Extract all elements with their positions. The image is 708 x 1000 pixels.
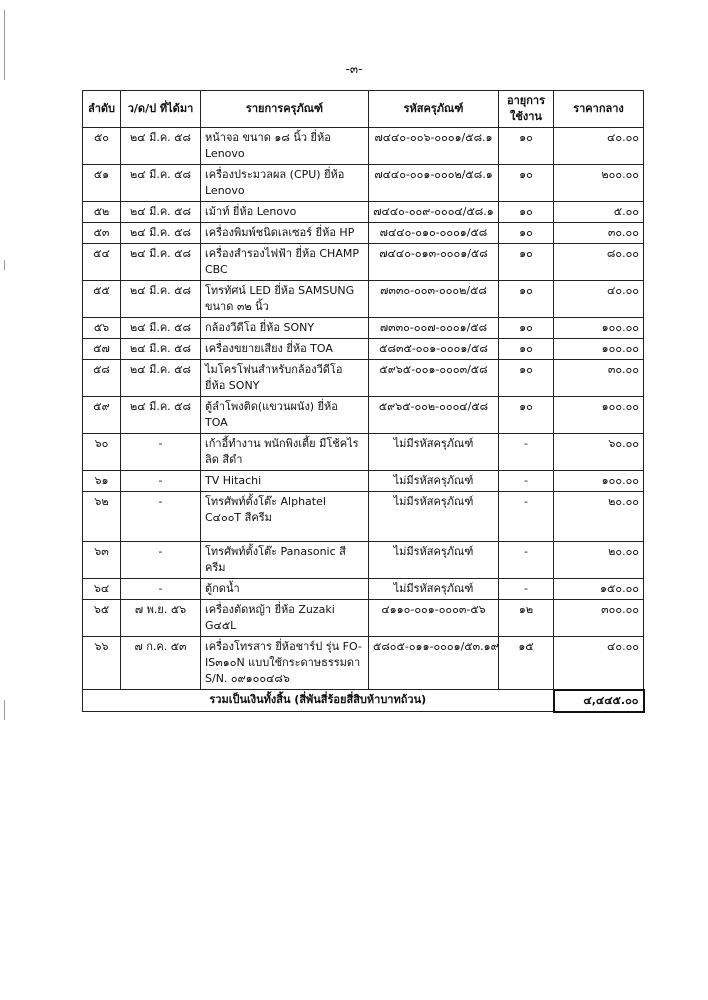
cell-no: ๕๓ [83,223,121,244]
cell-life: ๑๐ [499,360,554,397]
cell-code: ๗๔๔๐-๐๐๑-๐๐๐๒/๕๘.๑ [369,165,499,202]
cell-no: ๖๔ [83,579,121,600]
cell-item: เก้าอี้ทำงาน พนักพิงเตี้ย มีโช้คไร ลิด สีดำ [201,434,369,471]
cell-price: ๘๐.๐๐ [554,244,644,281]
cell-date: ๒๔ มี.ค. ๕๘ [121,128,201,165]
cell-price: ๓๐.๐๐ [554,360,644,397]
cell-life: ๑๒ [499,600,554,637]
cell-price: ๕.๐๐ [554,202,644,223]
cell-item: โทรทัศน์ LED ยี่ห้อ SAMSUNG ขนาด ๓๒ นิ้ว [201,281,369,318]
cell-no: ๕๔ [83,244,121,281]
cell-no: ๕๐ [83,128,121,165]
cell-item: เครื่องโทรสาร ยี่ห้อชาร์ป รุ่น FO-IS๓๑๐N แบบใช้กระดาษธรรมดา S/N. ๐๙๑๐๐๔๘๖ [201,637,369,690]
cell-date: ๒๔ มี.ค. ๕๘ [121,202,201,223]
cell-no: ๖๕ [83,600,121,637]
cell-code: ๕๙๖๕-๐๐๑-๐๐๐๓/๕๘ [369,360,499,397]
cell-no: ๖๒ [83,492,121,542]
cell-item: เครื่องประมวลผล (CPU) ยี่ห้อ Lenovo [201,165,369,202]
cell-date: ๒๔ มี.ค. ๕๘ [121,223,201,244]
cell-code: ไม่มีรหัสครุภัณฑ์ [369,471,499,492]
cell-code: ๗๔๔๐-๐๑๓-๐๐๐๑/๕๘ [369,244,499,281]
table-row [83,360,644,397]
cell-no: ๖๐ [83,434,121,471]
cell-code: ๔๑๑๐-๐๐๑-๐๐๐๓-๕๖ [369,600,499,637]
table-row [83,471,644,492]
table-row [83,339,644,360]
cell-code: ๗๓๓๐-๐๐๗-๐๐๐๑/๕๘ [369,318,499,339]
cell-life: - [499,492,554,542]
cell-price: ๑๐๐.๐๐ [554,339,644,360]
cell-code: ๕๙๖๕-๐๐๒-๐๐๐๔/๕๘ [369,397,499,434]
cell-life: ๑๐ [499,202,554,223]
table-row [83,600,644,637]
cell-life: ๑๐ [499,244,554,281]
cell-code: ไม่มีรหัสครุภัณฑ์ [369,492,499,542]
cell-date: ๗ ก.ค. ๕๓ [121,637,201,690]
cell-life: - [499,471,554,492]
cell-item: หน้าจอ ขนาด ๑๘ นิ้ว ยี่ห้อ Lenovo [201,128,369,165]
cell-no: ๕๑ [83,165,121,202]
cell-price: ๒๐.๐๐ [554,542,644,579]
cell-life: ๑๐ [499,339,554,360]
table-row [83,128,644,165]
cell-code: ๕๘๓๕-๐๐๑-๐๐๐๑/๕๘ [369,339,499,360]
cell-date: - [121,579,201,600]
cell-date: ๒๔ มี.ค. ๕๘ [121,339,201,360]
cell-date: ๒๔ มี.ค. ๕๘ [121,360,201,397]
cell-item: ไมโครโฟนสำหรับกล้องวีดีโอ ยี่ห้อ SONY [201,360,369,397]
cell-life: ๑๕ [499,637,554,690]
cell-price: ๔๐.๐๐ [554,128,644,165]
cell-date: ๒๔ มี.ค. ๕๘ [121,281,201,318]
total-row [83,690,644,712]
cell-date: ๒๔ มี.ค. ๕๘ [121,244,201,281]
table-row [83,165,644,202]
cell-life: ๑๐ [499,165,554,202]
cell-life: ๑๐ [499,281,554,318]
cell-price: ๑๕๐.๐๐ [554,579,644,600]
table-row [83,318,644,339]
header-life: อายุการใช้งาน [499,91,554,128]
table-row [83,492,644,542]
cell-code: ๗๔๔๐-๐๑๐-๐๐๐๑/๕๘ [369,223,499,244]
cell-item: TV Hitachi [201,471,369,492]
page-number: -๓- [345,62,363,76]
cell-date: - [121,492,201,542]
header-price: ราคากลาง [554,91,644,128]
table-header-row [83,91,644,128]
table-row [83,637,644,690]
cell-life: - [499,579,554,600]
cell-item: กล้องวีดีโอ ยี่ห้อ SONY [201,318,369,339]
cell-no: ๖๓ [83,542,121,579]
cell-date: ๒๔ มี.ค. ๕๘ [121,318,201,339]
cell-code: ไม่มีรหัสครุภัณฑ์ [369,579,499,600]
cell-item: ตู้ลำโพงติด(แขวนผนัง) ยี่ห้อ TOA [201,397,369,434]
cell-no: ๕๗ [83,339,121,360]
cell-code: ๗๔๔๐-๐๐๙-๐๐๐๔/๕๘.๑ [369,202,499,223]
cell-code: ไม่มีรหัสครุภัณฑ์ [369,542,499,579]
cell-price: ๔๐.๐๐ [554,637,644,690]
cell-price: ๖๐.๐๐ [554,434,644,471]
cell-price: ๒๐.๐๐ [554,492,644,542]
cell-date: ๒๔ มี.ค. ๕๘ [121,397,201,434]
table-row [83,281,644,318]
table-row [83,579,644,600]
cell-code: ไม่มีรหัสครุภัณฑ์ [369,434,499,471]
cell-life: ๑๐ [499,223,554,244]
table-row [83,223,644,244]
total-label: รวมเป็นเงินทั้งสิ้น (สี่พันสี่ร้อยสี่สิบห้าบาทถ้วน) [83,690,554,712]
cell-price: ๒๐๐.๐๐ [554,165,644,202]
cell-life: ๑๐ [499,318,554,339]
cell-price: ๑๐๐.๐๐ [554,318,644,339]
cell-date: - [121,434,201,471]
cell-price: ๑๐๐.๐๐ [554,397,644,434]
cell-price: ๔๐.๐๐ [554,281,644,318]
cell-price: ๓๐๐.๐๐ [554,600,644,637]
cell-code: ๕๘๐๕-๐๑๑-๐๐๐๑/๕๓.๑๙ [369,637,499,690]
cell-date: - [121,542,201,579]
asset-table [82,90,645,713]
cell-item: เครื่องสำรองไฟฟ้า ยี่ห้อ CHAMP CBC [201,244,369,281]
cell-no: ๕๖ [83,318,121,339]
cell-item: เครื่องขยายเสียง ยี่ห้อ TOA [201,339,369,360]
cell-item: โทรศัพท์ตั้งโต๊ะ Panasonic สีครีม [201,542,369,579]
cell-no: ๕๒ [83,202,121,223]
cell-code: ๗๔๔๐-๐๐๖-๐๐๐๑/๕๘.๑ [369,128,499,165]
table-row [83,202,644,223]
cell-date: - [121,471,201,492]
header-no: ลำดับ [83,91,121,128]
table-row [83,434,644,471]
cell-price: ๓๐.๐๐ [554,223,644,244]
cell-item: เครื่องพิมพ์ชนิดเลเซอร์ ยี่ห้อ HP [201,223,369,244]
cell-life: - [499,434,554,471]
cell-code: ๗๓๓๐-๐๐๓-๐๐๐๒/๕๘ [369,281,499,318]
cell-item: โทรศัพท์ตั้งโต๊ะ Alphatel C๔๐๐T สีครีม [201,492,369,542]
table-row [83,244,644,281]
total-value: ๔,๔๔๕.๐๐ [554,690,644,712]
cell-date: ๗ พ.ย. ๕๖ [121,600,201,637]
header-code: รหัสครุภัณฑ์ [369,91,499,128]
cell-no: ๕๙ [83,397,121,434]
table-row [83,542,644,579]
cell-no: ๖๑ [83,471,121,492]
cell-item: ตู้กดน้ำ [201,579,369,600]
cell-no: ๕๘ [83,360,121,397]
left-margin-mark [4,700,5,720]
cell-no: ๖๖ [83,637,121,690]
cell-no: ๕๕ [83,281,121,318]
cell-date: ๒๔ มี.ค. ๕๘ [121,165,201,202]
header-item: รายการครุภัณฑ์ [201,91,369,128]
cell-life: ๑๐ [499,128,554,165]
cell-item: เม้าท์ ยี่ห้อ Lenovo [201,202,369,223]
cell-item: เครื่องตัดหญ้า ยี่ห้อ Zuzaki G๔๕L [201,600,369,637]
table-row [83,397,644,434]
cell-price: ๑๐๐.๐๐ [554,471,644,492]
cell-life: ๑๐ [499,397,554,434]
left-margin-mark [4,260,5,270]
cell-life: - [499,542,554,579]
header-date: ว/ด/ป ที่ได้มา [121,91,201,128]
